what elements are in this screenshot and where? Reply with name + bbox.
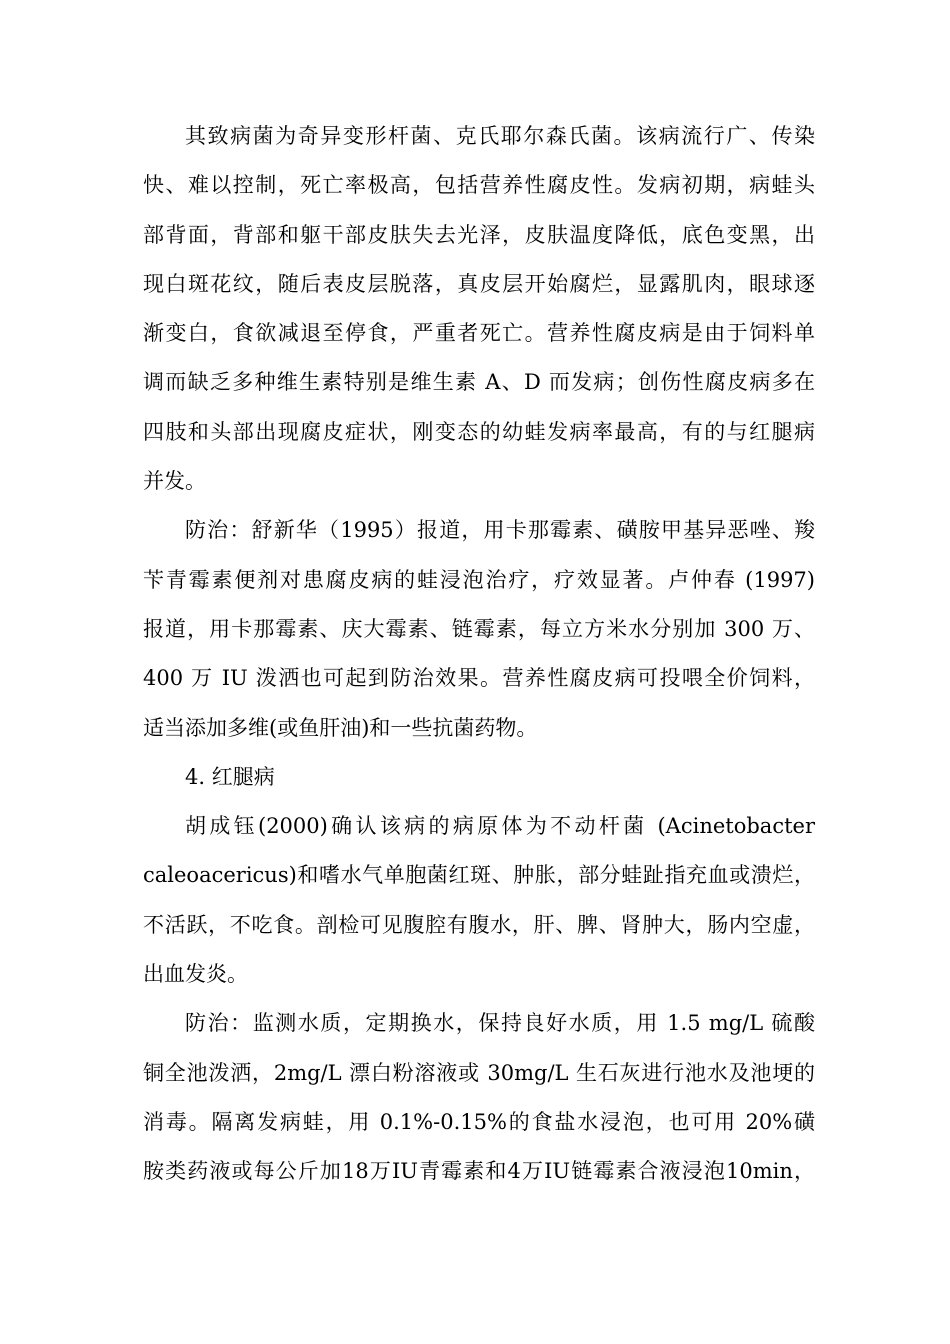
body-text-line: 报道，用卡那霉素、庆大霉素、链霉素，每立方米水分别加 300 万、 [143, 616, 815, 641]
body-text-line: 胺类药液或每公斤加18万IU青霉素和4万IU链霉素合液浸泡10min， [143, 1159, 815, 1184]
body-text-line: 四肢和头部出现腐皮症状，刚变态的幼蛙发病率最高，有的与红腿病 [143, 419, 815, 444]
body-text-line: 调而缺乏多种维生素特别是维生素 A、D 而发病；创伤性腐皮病多在 [143, 370, 815, 395]
document-body [143, 112, 815, 1197]
body-text-line: 400 万 IU 泼洒也可起到防治效果。营养性腐皮病可投喂全价饲料， [143, 666, 815, 691]
body-text-line: 苄青霉素便剂对患腐皮病的蛙浸泡治疗，疗效显著。卢仲春 (1997) [143, 567, 815, 592]
body-text-line: 铜全池泼洒，2mg/L 漂白粉溶液或 30mg/L 生石灰进行池水及池埂的 [143, 1060, 815, 1085]
body-text-line: 不活跃，不吃食。剖检可见腹腔有腹水，肝、脾、肾肿大，肠内空虚， [143, 912, 815, 937]
body-text-line: 消毒。隔离发病蛙，用 0.1%-0.15%的食盐水浸泡，也可用 20%磺 [143, 1109, 815, 1134]
body-text-line: 出血发炎。 [143, 962, 248, 987]
body-text-line: 防治：监测水质，定期换水，保持良好水质，用 1.5 mg/L 硫酸 [185, 1011, 815, 1036]
body-text-line: 胡成钰(2000)确认该病的病原体为不动杆菌 (Acinetobacter [185, 814, 815, 839]
body-text-line: 现白斑花纹，随后表皮层脱落，真皮层开始腐烂，显露肌肉，眼球逐 [143, 271, 815, 296]
section-heading: 4. 红腿病 [185, 764, 275, 789]
body-text-line: 并发。 [143, 469, 206, 494]
body-text-line: 防治：舒新华（1995）报道，用卡那霉素、磺胺甲基异恶唑、羧 [185, 518, 815, 543]
body-text-line: 适当添加多维(或鱼肝油)和一些抗菌药物。 [143, 715, 538, 740]
body-text-line: 其致病菌为奇异变形杆菌、克氏耶尔森氏菌。该病流行广、传染 [185, 124, 815, 148]
body-text-line: 渐变白，食欲减退至停食，严重者死亡。营养性腐皮病是由于饲料单 [143, 321, 815, 346]
body-text-line: 快、难以控制，死亡率极高，包括营养性腐皮性。发病初期，病蛙头 [143, 173, 815, 198]
body-text-line: 部背面，背部和躯干部皮肤失去光泽，皮肤温度降低，底色变黑，出 [143, 222, 815, 247]
body-text-line: caleoacericus)和嗜水气单胞菌红斑、肿胀，部分蛙趾指充血或溃烂， [143, 863, 815, 888]
